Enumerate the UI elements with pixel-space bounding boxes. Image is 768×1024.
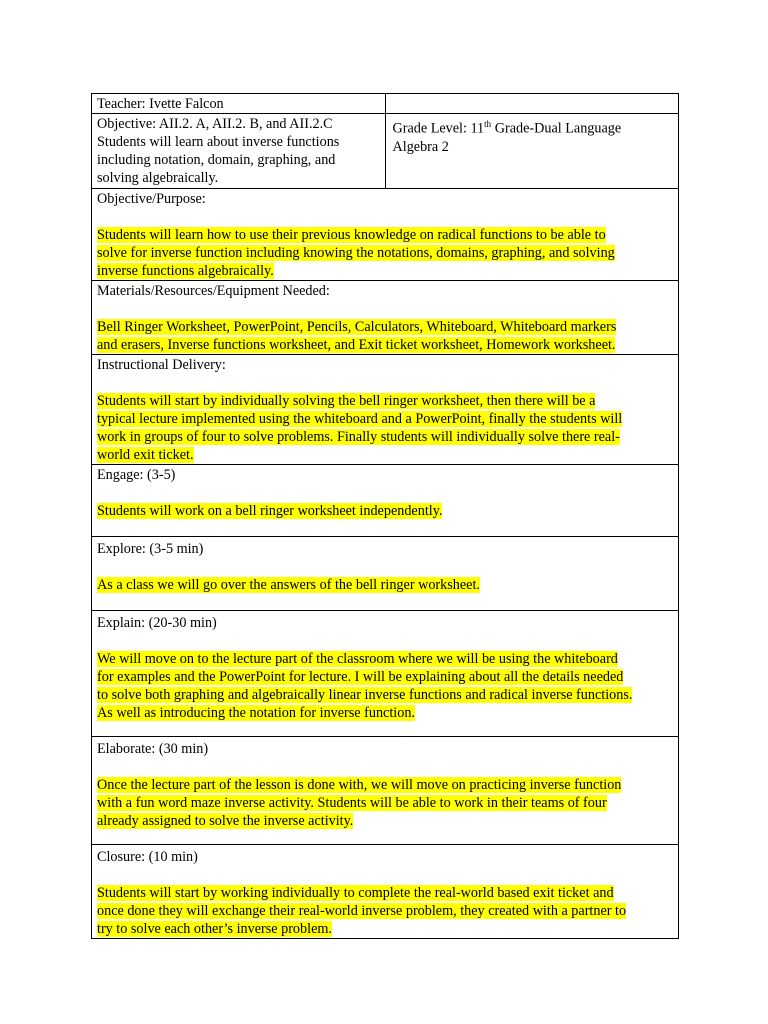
section-objective <box>92 189 679 281</box>
body-line: Once the lecture part of the lesson is done with, we will move on practicing inverse function <box>97 777 622 793</box>
section-row <box>92 189 679 281</box>
grade-cell <box>385 114 679 189</box>
body-line: for examples and the PowerPoint for lecture. I will be explaining about all the details needed <box>97 669 624 685</box>
course-name: Algebra 2 <box>392 138 449 155</box>
body-line: As well as introducing the notation for inverse function. <box>97 705 415 721</box>
body-line: to solve both graphing and algebraically linear inverse functions and radical inverse functions. <box>97 687 633 703</box>
objective-grade-row <box>92 114 679 189</box>
section-body <box>97 576 673 594</box>
body-line: Bell Ringer Worksheet, PowerPoint, Pencils, Calculators, Whiteboard, Whiteboard markers <box>97 319 617 335</box>
body-line: already assigned to solve the inverse activity. <box>97 813 354 829</box>
section-heading: Elaborate: (30 min) <box>97 741 209 757</box>
section-heading: Explore: (3-5 min) <box>97 541 204 557</box>
body-line: once done they will exchange their real-world inverse problem, they created with a partner to <box>97 903 627 919</box>
section-body <box>97 392 673 464</box>
body-line: with a fun word maze inverse activity. Students will be able to work in their teams of four <box>97 795 607 811</box>
teacher-row <box>92 94 679 114</box>
objective-cell <box>92 114 386 189</box>
section-materials <box>92 281 679 355</box>
empty-cell <box>385 94 679 114</box>
body-line: try to solve each other’s inverse problem. <box>97 921 332 937</box>
grade-level <box>393 115 674 138</box>
section-heading: Closure: (10 min) <box>97 849 198 865</box>
section-explore <box>92 537 679 611</box>
section-explain <box>92 611 679 737</box>
body-line: solve for inverse function including knowing the notations, domains, graphing, and solving <box>97 245 615 261</box>
section-body <box>97 650 673 722</box>
grade-level-prefix: Grade Level: 11 <box>392 120 485 137</box>
section-row <box>92 281 679 355</box>
body-line: work in groups of four to solve problems. Finally students will individually solve there real- <box>97 429 620 445</box>
grade-level-suffix: Grade-Dual Language <box>491 120 622 137</box>
section-heading: Explain: (20-30 min) <box>97 615 217 631</box>
section-row <box>92 611 679 737</box>
section-row <box>92 465 679 537</box>
body-line: inverse functions algebraically. <box>97 263 274 279</box>
body-line: Students will learn how to use their previous knowledge on radical functions to be able to <box>97 227 606 243</box>
section-row <box>92 845 679 939</box>
objective-standards: Objective: AII.2. A, AII.2. B, and AII.2.C <box>97 116 333 132</box>
section-heading: Materials/Resources/Equipment Needed: <box>97 283 330 299</box>
objective-summary: Students will learn about inverse functions including notation, domain, graphing, and solving algebraically. <box>97 134 340 186</box>
body-line: and erasers, Inverse functions worksheet, and Exit ticket worksheet, Homework worksheet. <box>97 337 616 353</box>
body-line: world exit ticket. <box>97 447 194 463</box>
section-heading: Engage: (3-5) <box>97 467 176 483</box>
body-line: Students will start by working individually to complete the real-world based exit ticket and <box>97 885 614 901</box>
section-heading: Objective/Purpose: <box>97 191 206 207</box>
section-body <box>97 776 673 830</box>
lesson-plan-table <box>91 93 679 939</box>
teacher-name: Teacher: Ivette Falcon <box>97 96 224 112</box>
section-row <box>92 737 679 845</box>
section-closure <box>92 845 679 939</box>
section-row <box>92 355 679 465</box>
body-line: typical lecture implemented using the whiteboard and a PowerPoint, finally the students will <box>97 411 623 427</box>
section-instructional-delivery <box>92 355 679 465</box>
section-body <box>97 884 673 938</box>
section-body <box>97 502 673 520</box>
section-body <box>97 226 673 280</box>
grade-level-sup: th <box>484 119 492 129</box>
section-elaborate <box>92 737 679 845</box>
section-engage <box>92 465 679 537</box>
body-line: As a class we will go over the answers of the bell ringer worksheet. <box>97 577 480 593</box>
section-body <box>97 318 673 354</box>
teacher-cell <box>92 94 386 114</box>
body-line: Students will work on a bell ringer worksheet independently. <box>97 503 443 519</box>
section-row <box>92 537 679 611</box>
body-line: Students will start by individually solving the bell ringer worksheet, then there will be a <box>97 393 596 409</box>
body-line: We will move on to the lecture part of the classroom where we will be using the whiteboard <box>97 651 618 667</box>
section-heading: Instructional Delivery: <box>97 357 226 373</box>
